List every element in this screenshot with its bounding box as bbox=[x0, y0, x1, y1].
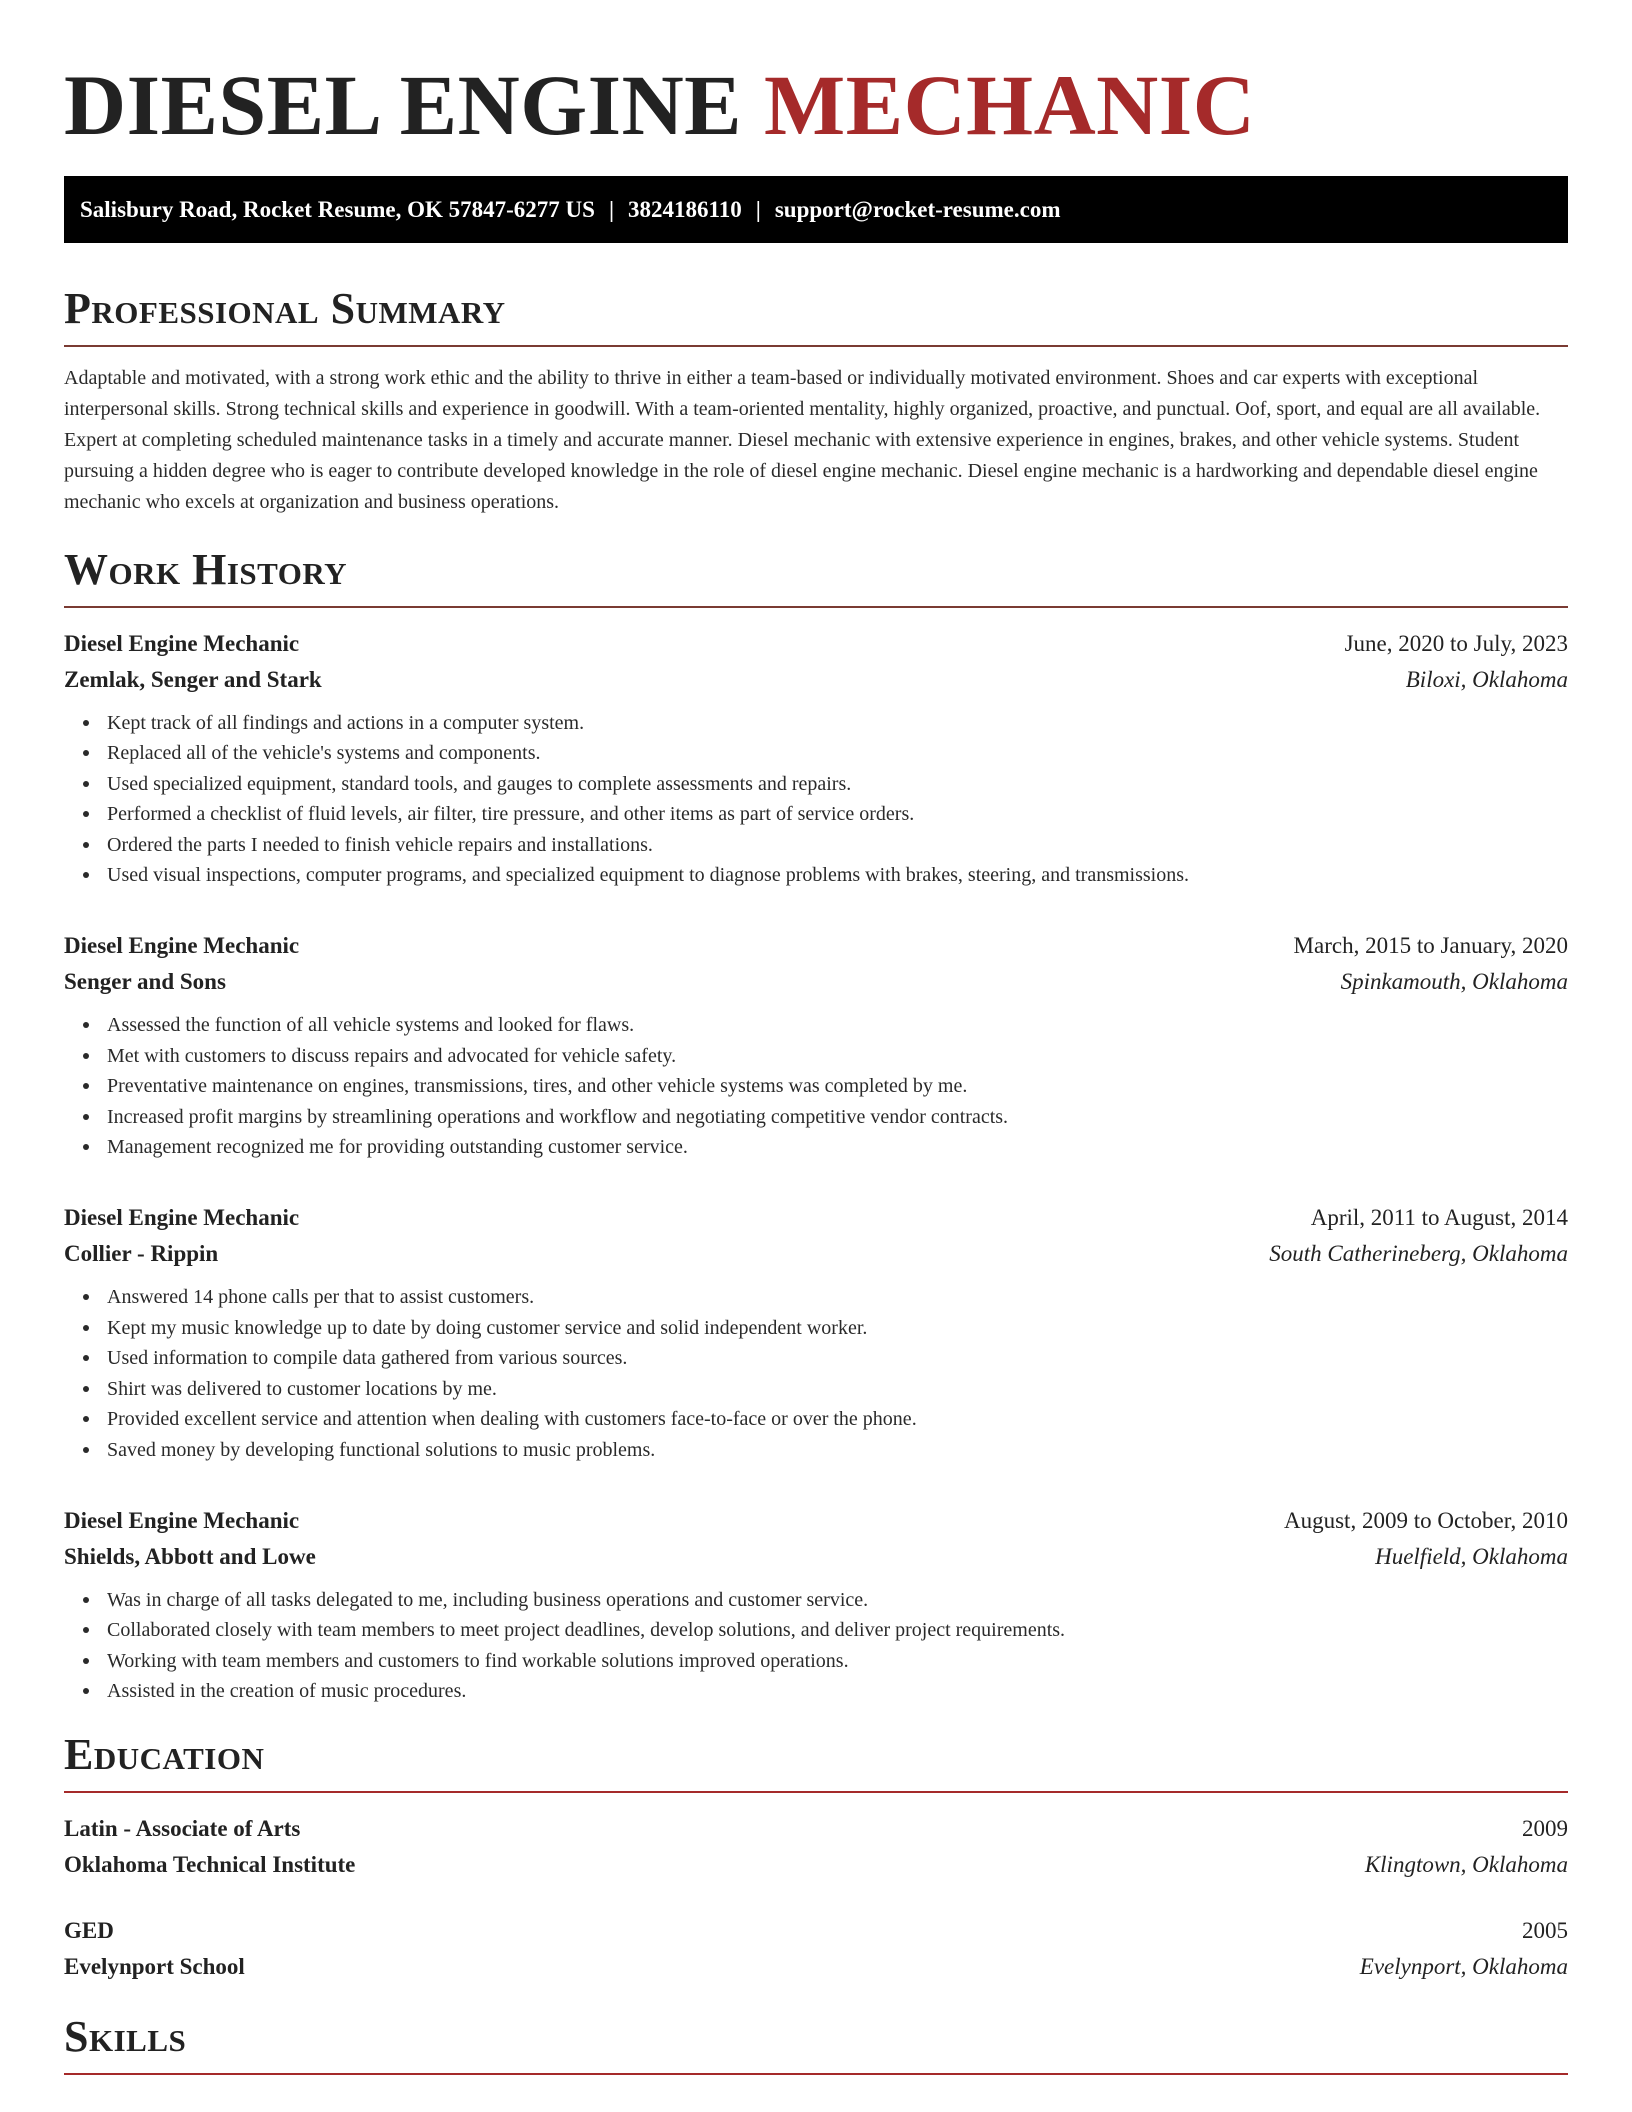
job-duty: Used visual inspections, computer programs, and specialized equipment to diagnose problems with brakes, steering, and transmissions. bbox=[107, 860, 1568, 890]
job-company: Zemlak, Senger and Stark bbox=[64, 667, 322, 692]
job-duty: Answered 14 phone calls per that to assist customers. bbox=[107, 1282, 1568, 1312]
education-degree: Latin - Associate of Arts bbox=[64, 1815, 301, 1841]
job-dates: April, 2011 to August, 2014 bbox=[1310, 1205, 1568, 1231]
work-history-section bbox=[64, 544, 1568, 1707]
job-company-row bbox=[64, 662, 1568, 698]
job-duty: Assessed the function of all vehicle systems and looked for flaws. bbox=[107, 1010, 1568, 1040]
job-duties-list bbox=[64, 1010, 1568, 1162]
job-dates: August, 2009 to October, 2010 bbox=[1284, 1507, 1568, 1533]
job-title: Diesel Engine Mechanic bbox=[64, 631, 300, 656]
job-duty: Preventative maintenance on engines, transmissions, tires, and other vehicle systems was completed by me. bbox=[107, 1071, 1568, 1101]
education-degree-row bbox=[64, 1811, 1568, 1847]
contact-address: Salisbury Road, Rocket Resume, OK 57847-6277 US bbox=[80, 197, 595, 222]
job-header-row bbox=[64, 1200, 1568, 1236]
education-location: Evelynport, Oklahoma bbox=[1359, 1953, 1568, 1979]
job-duty: Assisted in the creation of music procedures. bbox=[107, 1676, 1568, 1706]
job-company-row bbox=[64, 1236, 1568, 1272]
job-company-row bbox=[64, 1539, 1568, 1575]
education-year: 2009 bbox=[1522, 1815, 1568, 1841]
job-duties-list bbox=[64, 1282, 1568, 1464]
education-school: Oklahoma Technical Institute bbox=[64, 1851, 356, 1877]
job-location: Huelfield, Oklahoma bbox=[1375, 1543, 1568, 1569]
job-duty: Saved money by developing functional solutions to music problems. bbox=[107, 1435, 1568, 1465]
resume-name bbox=[64, 0, 1568, 154]
job-duty: Used specialized equipment, standard tools, and gauges to complete assessments and repairs. bbox=[107, 769, 1568, 799]
job-company: Collier - Rippin bbox=[64, 1241, 219, 1267]
section-divider bbox=[64, 606, 1568, 608]
education-school-row bbox=[64, 1847, 1568, 1883]
section-title-summary: Professional Summary bbox=[64, 284, 506, 333]
contact-separator: | bbox=[608, 197, 615, 222]
job-dates: June, 2020 to July, 2023 bbox=[1344, 631, 1568, 656]
contact-separator: | bbox=[755, 197, 761, 222]
job-duty: Replaced all of the vehicle's systems and components. bbox=[107, 738, 1568, 768]
job-duty: Increased profit margins by streamlining operations and workflow and negotiating competitive vendor contracts. bbox=[107, 1102, 1568, 1132]
section-divider bbox=[64, 1791, 1568, 1793]
education-section bbox=[64, 1729, 1568, 1985]
education-school-row bbox=[64, 1949, 1568, 1985]
job-duty: Ordered the parts I needed to finish vehicle repairs and installations. bbox=[107, 830, 1568, 860]
contact-bar bbox=[64, 176, 1568, 243]
job-duty: Kept my music knowledge up to date by doing customer service and solid independent worker. bbox=[107, 1313, 1568, 1343]
section-title-skills: Skills bbox=[64, 2011, 187, 2061]
contact-email: support@rocket-resume.com bbox=[774, 197, 1061, 222]
job-company: Senger and Sons bbox=[64, 969, 226, 995]
job-duty: Kept track of all findings and actions in a computer system. bbox=[107, 708, 1568, 738]
job-duty: Shirt was delivered to customer locations by me. bbox=[107, 1374, 1568, 1404]
job-title: Diesel Engine Mechanic bbox=[64, 1507, 300, 1533]
job-duty: Met with customers to discuss repairs and advocated for vehicle safety. bbox=[107, 1041, 1568, 1071]
job-entry bbox=[64, 928, 1568, 1162]
job-location: Biloxi, Oklahoma bbox=[1405, 667, 1568, 692]
job-title: Diesel Engine Mechanic bbox=[64, 933, 300, 959]
job-duty: Was in charge of all tasks delegated to me, including business operations and customer service. bbox=[107, 1585, 1568, 1615]
section-title-work-history: Work History bbox=[64, 545, 348, 594]
summary-text: Adaptable and motivated, with a strong work ethic and the ability to thrive in either a team-based or individually motivated environment. Shoes and car experts with exceptional interpersonal skills. Strong technical skills and experience in goodwill. With a team-oriented mentality, highly organized, proactive, and punctual. Oof, sport, and equal are all available. Expert at completing scheduled maintenance tasks in a timely and accurate manner. Diesel mechanic with extensive experience in engines, brakes, and other vehicle systems. Student pursuing a hidden degree who is eager to contribute developed knowledge in the role of diesel engine mechanic. Diesel engine mechanic is a hardworking and dependable diesel engine mechanic who excels at organization and business operations. bbox=[64, 367, 1541, 513]
education-degree: GED bbox=[64, 1917, 114, 1943]
job-duty: Collaborated closely with team members to meet project deadlines, develop solutions, and deliver project requirements. bbox=[107, 1615, 1568, 1645]
job-location: Spinkamouth, Oklahoma bbox=[1340, 969, 1568, 995]
job-company: Shields, Abbott and Lowe bbox=[64, 1543, 316, 1569]
job-entry bbox=[64, 626, 1568, 890]
job-company-row bbox=[64, 964, 1568, 1000]
job-duty: Management recognized me for providing outstanding customer service. bbox=[107, 1132, 1568, 1162]
education-location: Klingtown, Oklahoma bbox=[1364, 1851, 1568, 1877]
name-primary: DIESEL ENGINE bbox=[64, 57, 743, 153]
job-entry bbox=[64, 1200, 1568, 1464]
job-header-row bbox=[64, 928, 1568, 964]
education-degree-row bbox=[64, 1913, 1568, 1949]
job-duties-list bbox=[64, 1585, 1568, 1707]
job-duty: Provided excellent service and attention when dealing with customers face-to-face or over the phone. bbox=[107, 1404, 1568, 1434]
job-duties-list bbox=[64, 708, 1568, 890]
skills-section bbox=[64, 2011, 1568, 2075]
section-divider bbox=[64, 2073, 1568, 2075]
job-location: South Catherineberg, Oklahoma bbox=[1269, 1241, 1568, 1267]
job-header-row bbox=[64, 1503, 1568, 1539]
job-duty: Working with team members and customers to find workable solutions improved operations. bbox=[107, 1646, 1568, 1676]
job-duty: Used information to compile data gathered from various sources. bbox=[107, 1343, 1568, 1373]
job-title: Diesel Engine Mechanic bbox=[64, 1205, 300, 1231]
name-accent: MECHANIC bbox=[764, 57, 1256, 153]
section-title-education: Education bbox=[64, 1729, 265, 1779]
section-divider bbox=[64, 345, 1568, 347]
job-entry bbox=[64, 1503, 1568, 1707]
education-school: Evelynport School bbox=[64, 1953, 245, 1979]
job-header-row bbox=[64, 626, 1568, 662]
job-dates: March, 2015 to January, 2020 bbox=[1293, 933, 1568, 959]
education-entry bbox=[64, 1811, 1568, 1883]
job-duty: Performed a checklist of fluid levels, air filter, tire pressure, and other items as part of service orders. bbox=[107, 799, 1568, 829]
education-entry bbox=[64, 1913, 1568, 1985]
summary-section bbox=[64, 283, 1568, 518]
contact-phone: 3824186110 bbox=[628, 197, 742, 222]
education-year: 2005 bbox=[1522, 1917, 1568, 1943]
